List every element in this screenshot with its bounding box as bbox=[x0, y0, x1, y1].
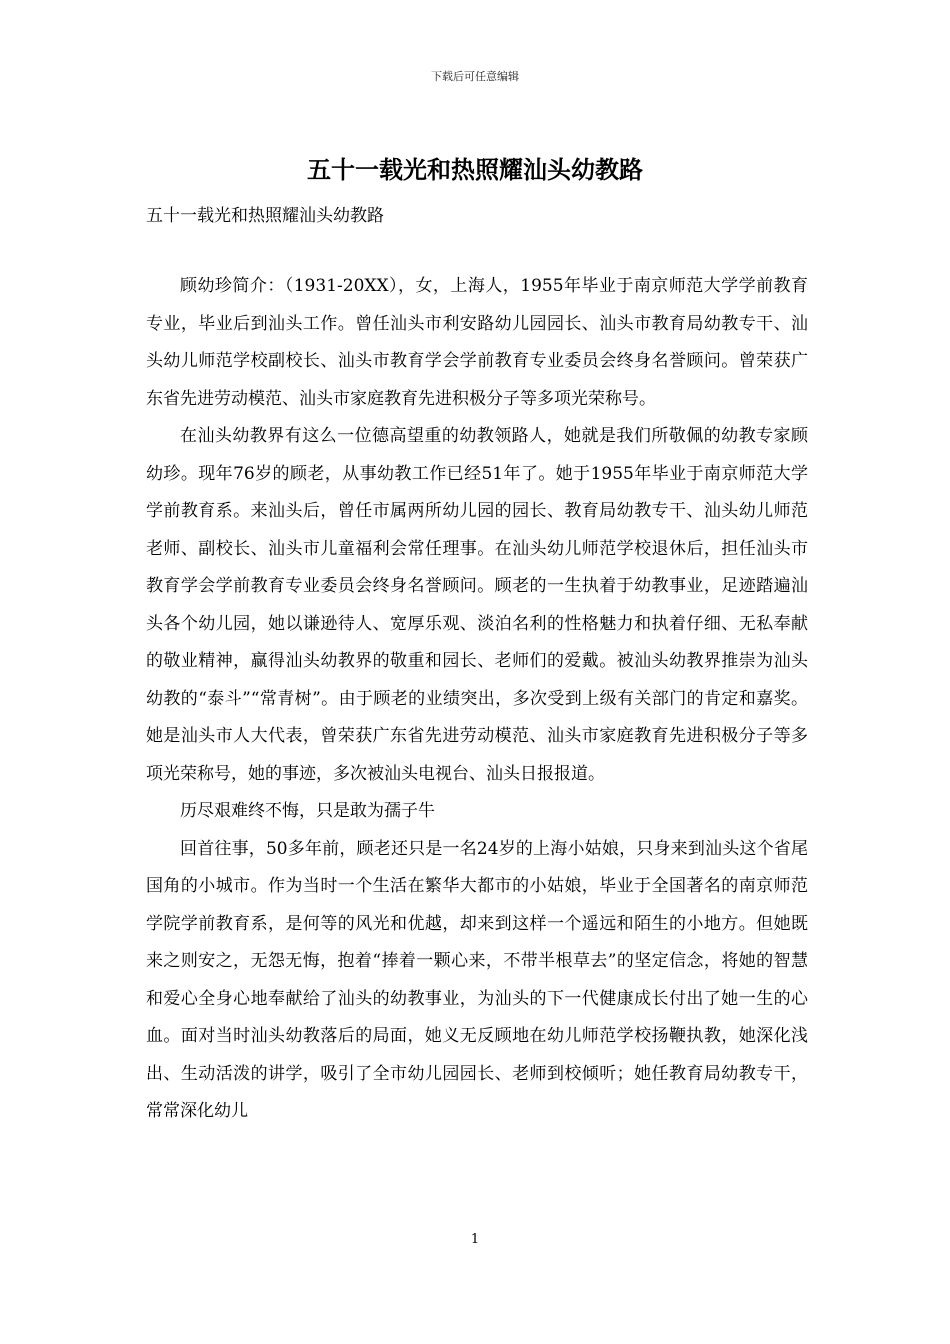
document-title: 五十一载光和热照耀汕头幼教路 bbox=[307, 156, 643, 184]
paragraph-history: 回首往事，50多年前，顾老还只是一名24岁的上海小姑娘，只身来到汕头这个省尾国角的小城市。作为当时一个生活在繁华大都市的小姑娘，毕业于全国著名的南京师范学院学前教育系，是何等的风光和优越，却来到这样一个遥远和陌生的小地方。但她既来之则安之，无怨无悔，抱着“捧着一颗心来，不带半根草去”的坚定信念，将她的智慧和爱心全身心地奉献给了汕头的幼教事业，为汕头的下一代健康成长付出了她一生的心血。面对当时汕头幼教落后的局面，她义无反顾地在幼儿师范学校扬鞭执教，她深化浅出、生动活泼的讲学，吸引了全市幼儿园园长、老师到校倾听；她任教育局幼教专干，常常深化幼儿 bbox=[146, 838, 808, 1121]
section-heading: 历尽艰难终不悔，只是敢为孺子牛 bbox=[180, 801, 435, 821]
header-note: 下载后可任意编辑 bbox=[431, 70, 519, 83]
page-number: 1 bbox=[470, 1232, 480, 1247]
paragraph-intro: 在汕头幼教界有这么一位德高望重的幼教领路人，她就是我们所敬佩的幼教专家顾幼珍。现年76岁的顾老，从事幼教工作已经51年了。她于1955年毕业于南京师范大学学前教育系。来汕头后，曾任市属两所幼儿园的园长、教育局幼教专干、汕头幼儿师范老师、副校长、汕头市儿童福利会常任理事。在汕头幼儿师范学校退休后，担任汕头市教育学会学前教育专业委员会终身名誉顾问。顾老的一生执着于幼教事业，足迹踏遍汕头各个幼儿园，她以谦逊待人、宽厚乐观、淡泊名利的性格魅力和执着仔细、无私奉献的敬业精神，赢得汕头幼教界的敬重和园长、老师们的爱戴。被汕头幼教界推崇为汕头幼教的“泰斗”“常青树”。由于顾老的业绩突出，多次受到上级有关部门的肯定和嘉奖。她是汕头市人大代表，曾荣获广东省先进劳动模范、汕头市家庭教育先进积极分子等多项光荣称号，她的事迹，多次被汕头电视台、汕头日报报道。 bbox=[146, 426, 808, 784]
paragraph-bio: 顾幼珍简介：（1931-20XX），女，上海人，1955年毕业于南京师范大学学前教育专业，毕业后到汕头工作。曾任汕头市利安路幼儿园园长、汕头市教育局幼教专干、汕头幼儿师范学校副校长、汕头市教育学会学前教育专业委员会终身名誉顾问。曾荣获广东省先进劳动模范、汕头市家庭教育先进积极分子等多项光荣称号。 bbox=[146, 276, 808, 409]
document-subtitle: 五十一载光和热照耀汕头幼教路 bbox=[146, 206, 384, 226]
document-body bbox=[146, 268, 808, 1131]
